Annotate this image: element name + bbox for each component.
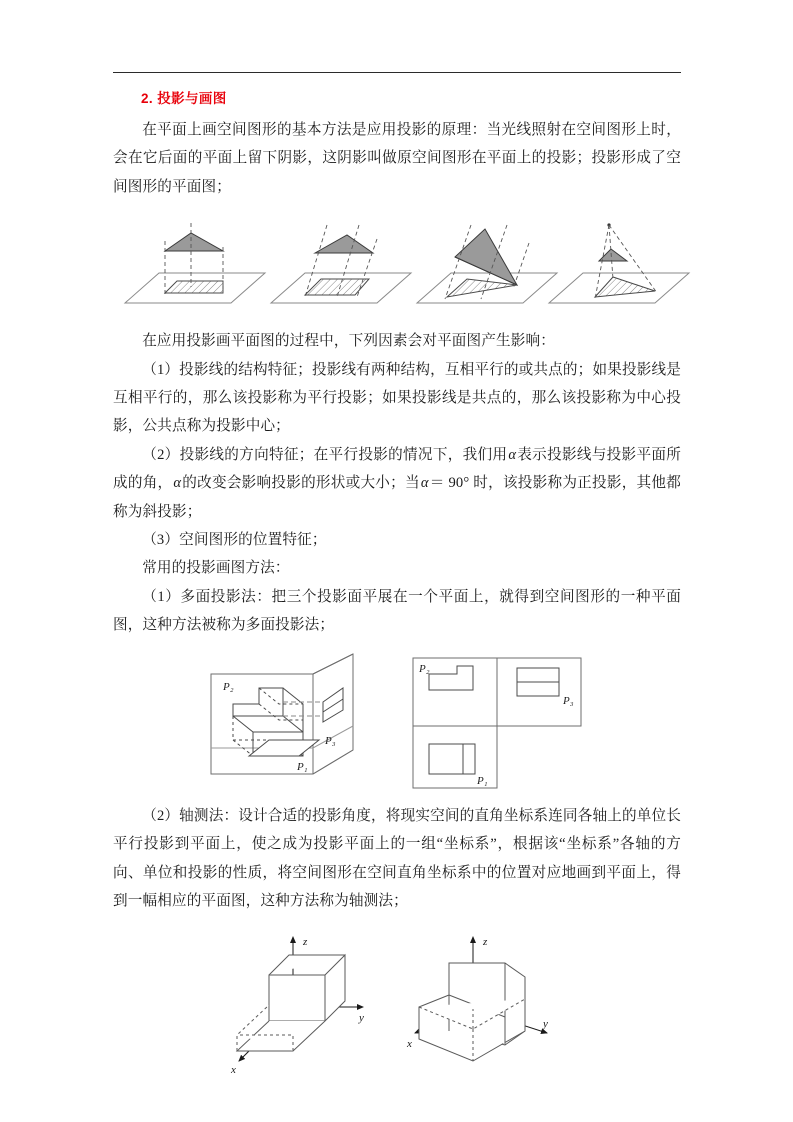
label-p1-3d: P₁ xyxy=(297,760,308,773)
label-p1-view: P₁ xyxy=(477,774,488,787)
figure-axonometric xyxy=(113,929,681,1079)
label-p2-view: P₂ xyxy=(419,662,430,675)
figure-multiview xyxy=(113,652,681,792)
label-p3-view: P₃ xyxy=(563,694,574,707)
alpha-symbol-2: α xyxy=(173,475,182,492)
paragraph-factors-intro: 在应用投影画平面图的过程中，下列因素会对平面图产生影响： xyxy=(142,333,556,350)
paragraph-method-2: （2）轴测法：设计合适的投影角度，将现实空间的直角坐标系连同各轴上的单位长平行投影到平面上，使之成为投影平面上的一组“坐标系”，根据该“坐标系”各轴的方向、单位和投影的性质，将空间图形在空间直角坐标系中的位置对应地画到平面上，得到一幅相应的平面图，这种方法称为轴测法； xyxy=(113,807,681,909)
factor2-text-1: （2）投影线的方向特征；在平行投影的情况下，我们用 xyxy=(142,446,508,463)
projection-examples-svg xyxy=(119,217,675,313)
axis-label-x-2: x xyxy=(407,1038,412,1051)
alpha-symbol-1: α xyxy=(508,446,517,463)
label-p3-3d: P₃ xyxy=(325,734,336,747)
paragraph-intro: 在平面上画空间图形的基本方法是应用投影的原理：当光线照射在空间图形上时，会在它后面的平面上留下阴影，这阴影叫做原空间图形在平面上的投影；投影形成了空间图形的平面图； xyxy=(113,122,681,195)
alpha-symbol-3: α xyxy=(420,475,429,492)
axis-label-y-2: y xyxy=(543,1018,548,1031)
axonometric-svg xyxy=(217,929,577,1079)
factor2-text-3: 的改变会影响投影的形状或大小；当 xyxy=(182,475,420,492)
axis-label-z-1: z xyxy=(303,936,308,949)
orthographic-projection-figure xyxy=(125,223,265,303)
oblique-projection-steep-figure xyxy=(417,225,557,303)
multiview-svg xyxy=(197,652,597,792)
document-content xyxy=(113,72,681,1079)
axis-label-y-1: y xyxy=(359,1012,364,1025)
paragraph-methods-intro: 常用的投影画图方法： xyxy=(142,560,290,577)
axonometric-solid-2 xyxy=(406,936,548,1061)
factor2-text-2: 表示投影线与投影平面所成的角， xyxy=(113,446,681,492)
axonometric-solid-1 xyxy=(230,936,364,1076)
multiview-unfolded xyxy=(413,658,581,788)
header-rule xyxy=(113,72,681,73)
figure-projection-examples xyxy=(113,217,681,313)
axis-label-x-1: x xyxy=(231,1064,236,1077)
paragraph-factor-2 xyxy=(113,441,681,526)
paragraph-method-1: （1）多面投影法：把三个投影面平展在一个平面上，就得到空间图形的一种平面图，这种方法被称为多面投影法； xyxy=(113,588,681,634)
central-projection-figure xyxy=(549,224,689,304)
paragraph-factor-1: （1）投影线的结构特征；投影线有两种结构，互相平行的或共点的；如果投影线是互相平行的，那么该投影称为平行投影；如果投影线是共点的，那么该投影称为中心投影，公共点称为投影中心； xyxy=(113,361,681,435)
factor2-text-4: ＝ 90° 时，该投影称为正投影，其他都称为斜投影； xyxy=(113,475,681,520)
multiview-3d-box xyxy=(211,654,353,774)
axis-label-z-2: z xyxy=(483,936,488,949)
oblique-projection-shallow-figure xyxy=(271,225,411,303)
page-title: 2. 投影与画图 xyxy=(141,91,227,106)
label-p2-3d: P₂ xyxy=(223,680,234,693)
paragraph-factor-3: （3）空间图形的位置特征； xyxy=(142,532,327,549)
